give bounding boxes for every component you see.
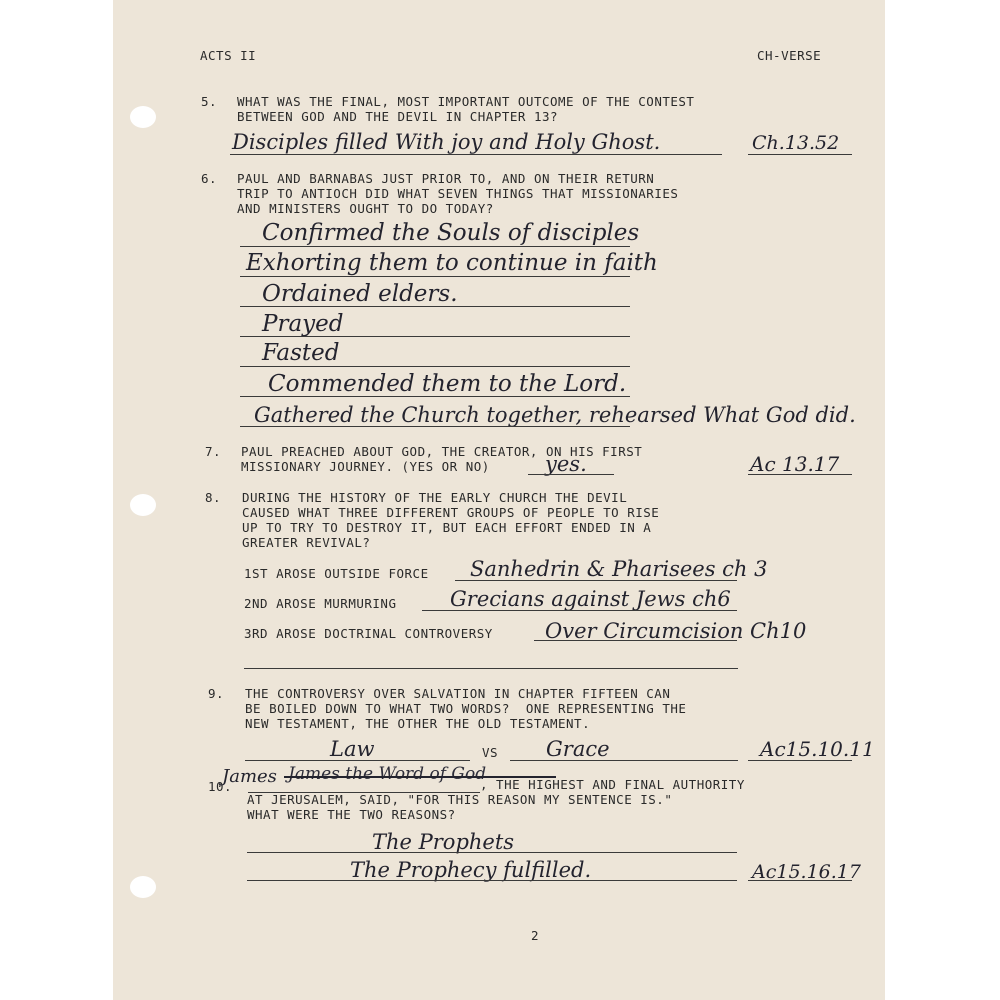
answer-line [534, 640, 737, 641]
answer-line [230, 154, 722, 155]
question-text: UP TO TRY TO DESTROY IT, BUT EACH EFFORT ENDED IN A [242, 520, 652, 535]
question-text: PAUL PREACHED ABOUT GOD, THE CREATOR, ON HIS FIRST [241, 444, 643, 459]
answer-line [240, 336, 630, 337]
question-text: WHAT WERE THE TWO REASONS? [247, 807, 456, 822]
question-text: THE CONTROVERSY OVER SALVATION IN CHAPTER FIFTEEN CAN [245, 686, 671, 701]
crossed-out-text: James the Word of God [288, 764, 487, 784]
answer-line [240, 246, 630, 247]
handwritten-answer: Law [330, 737, 375, 761]
question-text: TRIP TO ANTIOCH DID WHAT SEVEN THINGS THAT MISSIONARIES [237, 186, 679, 201]
handwritten-answer: Over Circumcision Ch10 [545, 619, 807, 643]
versus-label: VS [482, 745, 499, 760]
answer-line [240, 426, 630, 427]
handwritten-answer: Commended them to the Lord. [268, 371, 627, 397]
item-label: 3RD AROSE DOCTRINAL CONTROVERSY [244, 626, 493, 641]
binder-hole [130, 876, 156, 898]
handwritten-answer: Ordained elders. [262, 281, 458, 307]
item-label: 2ND AROSE MURMURING [244, 596, 397, 611]
header-title: ACTS II [200, 48, 257, 63]
handwritten-answer: The Prophecy fulfilled. [350, 858, 592, 882]
question-number: 10. [208, 779, 233, 794]
question-number: 8. [205, 490, 222, 505]
question-text: WHAT WAS THE FINAL, MOST IMPORTANT OUTCOME OF THE CONTEST [237, 94, 695, 109]
handwritten-answer: Grace [546, 737, 610, 761]
reference-line [748, 760, 852, 761]
handwritten-reference: Ac 13.17 [750, 452, 840, 476]
handwritten-name: James [222, 766, 277, 787]
question-text: CAUSED WHAT THREE DIFFERENT GROUPS OF PEOPLE TO RISE [242, 505, 660, 520]
answer-line [240, 306, 630, 307]
handwritten-reference: Ac15.10.11 [760, 737, 875, 761]
handwritten-answer: yes. [545, 452, 587, 476]
question-text: PAUL AND BARNABAS JUST PRIOR TO, AND ON THEIR RETURN [237, 171, 655, 186]
answer-line [240, 396, 630, 397]
answer-line [510, 760, 738, 761]
reference-line [748, 880, 852, 881]
reference-line [748, 474, 852, 475]
question-text: MISSIONARY JOURNEY. (YES OR NO) [241, 459, 490, 474]
handwritten-answer: Grecians against Jews ch6 [450, 587, 731, 611]
handwritten-answer: The Prophets [372, 830, 515, 854]
handwritten-answer: Sanhedrin & Pharisees ch 3 [470, 557, 768, 581]
question-number: 6. [201, 171, 218, 186]
answer-line [422, 610, 737, 611]
answer-line [245, 760, 470, 761]
page-number: 2 [531, 928, 540, 943]
handwritten-answer: Confirmed the Souls of disciples [262, 220, 640, 246]
answer-line [455, 580, 737, 581]
item-label: 1ST AROSE OUTSIDE FORCE [244, 566, 429, 581]
answer-line [528, 474, 614, 475]
answer-line [247, 880, 737, 881]
reference-line [748, 154, 852, 155]
question-text: GREATER REVIVAL? [242, 535, 371, 550]
question-text: NEW TESTAMENT, THE OTHER THE OLD TESTAMENT. [245, 716, 591, 731]
handwritten-reference: Ac15.16.17 [752, 861, 861, 883]
answer-line [247, 852, 737, 853]
question-text: AND MINISTERS OUGHT TO DO TODAY? [237, 201, 494, 216]
question-text: AT JERUSALEM, SAID, "FOR THIS REASON MY SENTENCE IS." [247, 792, 673, 807]
answer-line [240, 276, 630, 277]
handwritten-reference: Ch.13.52 [752, 132, 840, 154]
answer-line [240, 366, 630, 367]
question-number: 7. [205, 444, 222, 459]
answer-line [244, 668, 738, 669]
binder-hole [130, 494, 156, 516]
question-text: , THE HIGHEST AND FINAL AUTHORITY [480, 777, 745, 792]
header-chapter-verse: CH-VERSE [757, 48, 822, 63]
handwritten-answer: Fasted [262, 340, 340, 366]
question-text: DURING THE HISTORY OF THE EARLY CHURCH THE DEVIL [242, 490, 628, 505]
handwritten-answer: Gathered the Church together, rehearsed What God did. [254, 403, 856, 427]
handwritten-answer: Disciples filled With joy and Holy Ghost. [232, 130, 661, 154]
question-text: BETWEEN GOD AND THE DEVIL IN CHAPTER 13? [237, 109, 559, 124]
binder-hole [130, 106, 156, 128]
question-number: 9. [208, 686, 225, 701]
question-text: BE BOILED DOWN TO WHAT TWO WORDS? ONE REPRESENTING THE [245, 701, 687, 716]
question-number: 5. [201, 94, 218, 109]
handwritten-answer: Exhorting them to continue in faith [246, 250, 658, 276]
handwritten-answer: Prayed [262, 311, 344, 337]
